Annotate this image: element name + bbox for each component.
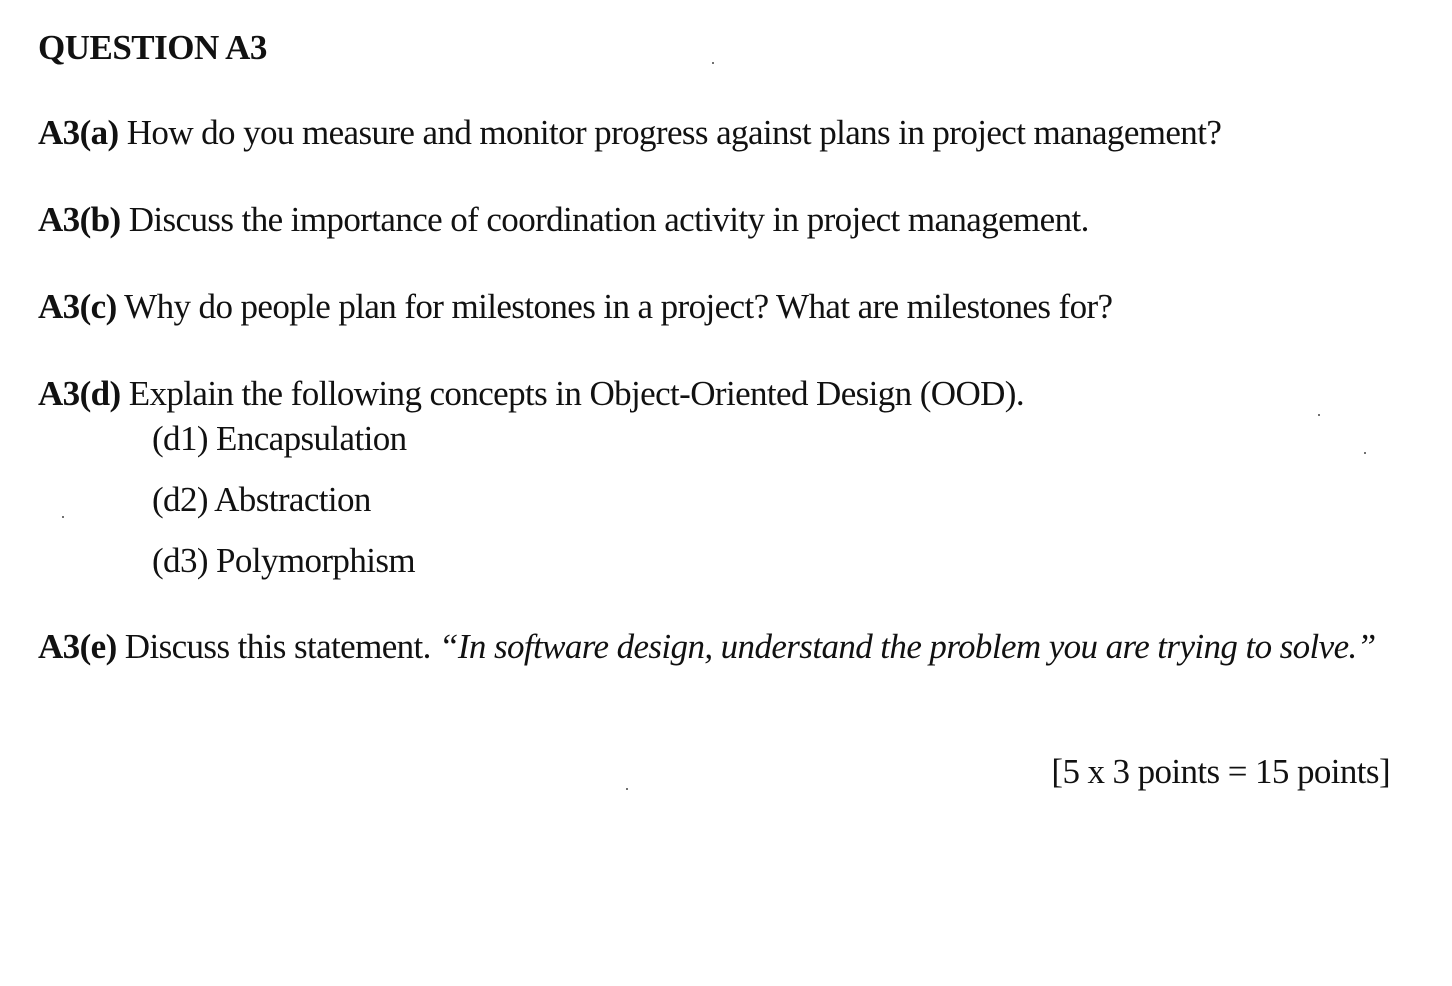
question-a3e [38,624,1408,669]
question-text: Discuss the importance of coordination activity in project management. [128,200,1089,239]
question-a3d [38,374,1024,414]
question-text: Discuss this statement. [124,627,431,666]
question-text: Why do people plan for milestones in a project? What are milestones for? [124,287,1113,326]
scan-speck [712,62,714,64]
subitem-d2: (d2) Abstraction [152,480,371,519]
scan-speck [1364,452,1366,454]
question-id: A3(b) [38,200,121,239]
scan-speck [626,788,628,790]
subitem-d1: (d1) Encapsulation [152,419,407,458]
subitem-d3: (d3) Polymorphism [152,541,415,580]
question-text: How do you measure and monitor progress against plans in project management? [126,113,1222,152]
question-text: Explain the following concepts in Object-Oriented Design (OOD). [128,374,1025,413]
question-a3c [38,287,1112,327]
question-id: A3(e) [38,627,117,666]
question-id: A3(a) [38,113,119,152]
question-quote: “In software design, understand the problem you are trying to solve.” [438,627,1376,666]
question-id: A3(c) [38,287,117,326]
question-a3a [38,113,1221,153]
points-total: [5 x 3 points = 15 points] [1051,752,1390,791]
scan-speck [1318,414,1320,416]
question-a3b [38,200,1089,240]
question-heading: QUESTION A3 [38,28,267,67]
scan-speck [62,516,64,518]
question-id: A3(d) [38,374,121,413]
